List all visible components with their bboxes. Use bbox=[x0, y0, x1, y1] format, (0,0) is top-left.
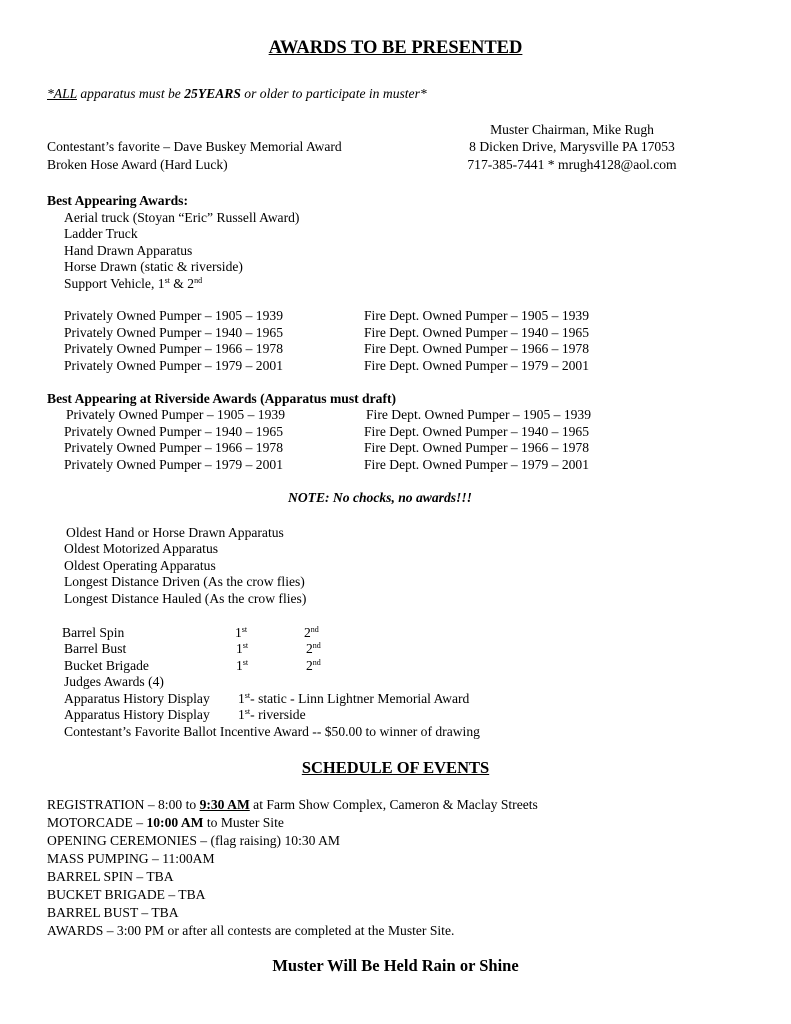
award-item-support-vehicle bbox=[64, 276, 202, 292]
contest-second-place bbox=[306, 658, 321, 674]
place-number: 1 bbox=[236, 658, 243, 673]
ordinal-suffix: nd bbox=[194, 276, 203, 285]
support-vehicle-label: Support Vehicle, 1 bbox=[64, 276, 165, 291]
riverside-fire-dept-award: Fire Dept. Owned Pumper – 1940 – 1965 bbox=[364, 424, 590, 439]
riverside-fire-dept-award: Fire Dept. Owned Pumper – 1905 – 1939 bbox=[366, 407, 592, 422]
ordinal-suffix: st bbox=[242, 641, 249, 650]
riverside-heading: Best Appearing at Riverside Awards (Apparatus must draft) bbox=[47, 391, 397, 406]
special-award: Contestant’s favorite – Dave Buskey Memorial Award bbox=[47, 139, 342, 154]
oldest-award: Longest Distance Driven (As the crow flies) bbox=[64, 574, 305, 589]
history-detail-text: - riverside bbox=[250, 707, 306, 722]
contact-address: 8 Dicken Drive, Marysville PA 17053 bbox=[469, 139, 675, 154]
requirement-years: 25YEARS bbox=[184, 86, 241, 101]
registration-time: 9:30 AM bbox=[199, 797, 250, 812]
riverside-private-award: Privately Owned Pumper – 1905 – 1939 bbox=[66, 407, 285, 422]
riverside-fire-dept-award: Fire Dept. Owned Pumper – 1966 – 1978 bbox=[364, 440, 590, 455]
riverside-fire-dept-award: Fire Dept. Owned Pumper – 1979 – 2001 bbox=[364, 457, 590, 472]
registration-label: REGISTRATION – 8:00 to bbox=[47, 797, 200, 812]
contest-name: Barrel Bust bbox=[64, 641, 127, 656]
contest-name: Bucket Brigade bbox=[64, 658, 149, 673]
judges-awards: Judges Awards (4) bbox=[64, 674, 164, 689]
schedule-item: AWARDS – 3:00 PM or after all contests are completed at the Muster Site. bbox=[47, 923, 455, 938]
registration-location: at Farm Show Complex, Cameron & Maclay Streets bbox=[249, 797, 538, 812]
ordinal-suffix: st bbox=[242, 658, 249, 667]
history-display-detail bbox=[238, 691, 469, 707]
fire-dept-pumper-award: Fire Dept. Owned Pumper – 1940 – 1965 bbox=[364, 325, 590, 340]
contact-phone-email: 717-385-7441 * mrugh4128@aol.com bbox=[467, 157, 677, 172]
schedule-item: OPENING CEREMONIES – (flag raising) 10:30 AM bbox=[47, 833, 341, 848]
requirement-prefix: *ALL bbox=[47, 86, 77, 101]
oldest-award: Longest Distance Hauled (As the crow flies) bbox=[64, 591, 307, 606]
schedule-registration bbox=[47, 797, 538, 813]
support-vehicle-mid: & 2 bbox=[169, 276, 195, 291]
schedule-item: MASS PUMPING – 11:00AM bbox=[47, 851, 215, 866]
note: NOTE: No chocks, no awards!!! bbox=[288, 490, 472, 505]
schedule-item: BUCKET BRIGADE – TBA bbox=[47, 887, 206, 902]
private-pumper-award: Privately Owned Pumper – 1966 – 1978 bbox=[64, 341, 283, 356]
schedule-heading: SCHEDULE OF EVENTS bbox=[301, 758, 490, 777]
ordinal-suffix: nd bbox=[312, 641, 321, 650]
contest-name: Barrel Spin bbox=[62, 625, 125, 640]
motorcade-time: 10:00 AM bbox=[146, 815, 204, 830]
contest-second-place bbox=[306, 641, 321, 657]
motorcade-label: MOTORCADE – bbox=[47, 815, 147, 830]
schedule-motorcade bbox=[47, 815, 284, 831]
riverside-private-award: Privately Owned Pumper – 1979 – 2001 bbox=[64, 457, 283, 472]
riverside-private-award: Privately Owned Pumper – 1940 – 1965 bbox=[64, 424, 283, 439]
award-item: Horse Drawn (static & riverside) bbox=[64, 259, 243, 274]
requirement-middle: apparatus must be bbox=[76, 86, 185, 101]
fire-dept-pumper-award: Fire Dept. Owned Pumper – 1966 – 1978 bbox=[364, 341, 590, 356]
ordinal-suffix: st bbox=[244, 691, 251, 700]
history-detail-text: - static - Linn Lightner Memorial Award bbox=[250, 691, 470, 706]
ordinal-suffix: st bbox=[241, 625, 248, 634]
contact-name: Muster Chairman, Mike Rugh bbox=[490, 122, 654, 137]
place-number: 1 bbox=[236, 641, 243, 656]
place-number: 1 bbox=[235, 625, 242, 640]
history-display-name: Apparatus History Display bbox=[64, 707, 210, 722]
place-number: 1 bbox=[238, 707, 245, 722]
place-number: 2 bbox=[304, 625, 311, 640]
award-item: Ladder Truck bbox=[64, 226, 138, 241]
private-pumper-award: Privately Owned Pumper – 1905 – 1939 bbox=[64, 308, 283, 323]
contest-first-place bbox=[235, 625, 247, 641]
age-requirement bbox=[47, 86, 427, 102]
rain-or-shine-notice: Muster Will Be Held Rain or Shine bbox=[272, 956, 519, 975]
ballot-incentive: Contestant’s Favorite Ballot Incentive Award -- $50.00 to winner of drawing bbox=[64, 724, 480, 739]
requirement-suffix: or older to participate in muster* bbox=[240, 86, 427, 101]
place-number: 2 bbox=[306, 658, 313, 673]
fire-dept-pumper-award: Fire Dept. Owned Pumper – 1905 – 1939 bbox=[364, 308, 590, 323]
history-display-detail bbox=[238, 707, 306, 723]
ordinal-suffix: nd bbox=[312, 658, 321, 667]
place-number: 2 bbox=[306, 641, 313, 656]
private-pumper-award: Privately Owned Pumper – 1979 – 2001 bbox=[64, 358, 283, 373]
riverside-private-award: Privately Owned Pumper – 1966 – 1978 bbox=[64, 440, 283, 455]
schedule-item: BARREL SPIN – TBA bbox=[47, 869, 174, 884]
oldest-award: Oldest Hand or Horse Drawn Apparatus bbox=[66, 525, 284, 540]
contest-first-place bbox=[236, 641, 248, 657]
schedule-item: BARREL BUST – TBA bbox=[47, 905, 179, 920]
oldest-award: Oldest Operating Apparatus bbox=[64, 558, 216, 573]
contest-first-place bbox=[236, 658, 248, 674]
oldest-award: Oldest Motorized Apparatus bbox=[64, 541, 219, 556]
private-pumper-award: Privately Owned Pumper – 1940 – 1965 bbox=[64, 325, 283, 340]
fire-dept-pumper-award: Fire Dept. Owned Pumper – 1979 – 2001 bbox=[364, 358, 590, 373]
award-item: Hand Drawn Apparatus bbox=[64, 243, 193, 258]
ordinal-suffix: st bbox=[164, 276, 170, 285]
place-number: 1 bbox=[238, 691, 245, 706]
ordinal-suffix: st bbox=[244, 707, 251, 716]
best-appearing-heading: Best Appearing Awards: bbox=[47, 193, 188, 208]
award-item: Aerial truck (Stoyan “Eric” Russell Award) bbox=[64, 210, 300, 225]
ordinal-suffix: nd bbox=[310, 625, 319, 634]
motorcade-destination: to Muster Site bbox=[203, 815, 284, 830]
special-award: Broken Hose Award (Hard Luck) bbox=[47, 157, 228, 172]
page-title: AWARDS TO BE PRESENTED bbox=[268, 38, 523, 58]
contest-second-place bbox=[304, 625, 319, 641]
history-display-name: Apparatus History Display bbox=[64, 691, 210, 706]
